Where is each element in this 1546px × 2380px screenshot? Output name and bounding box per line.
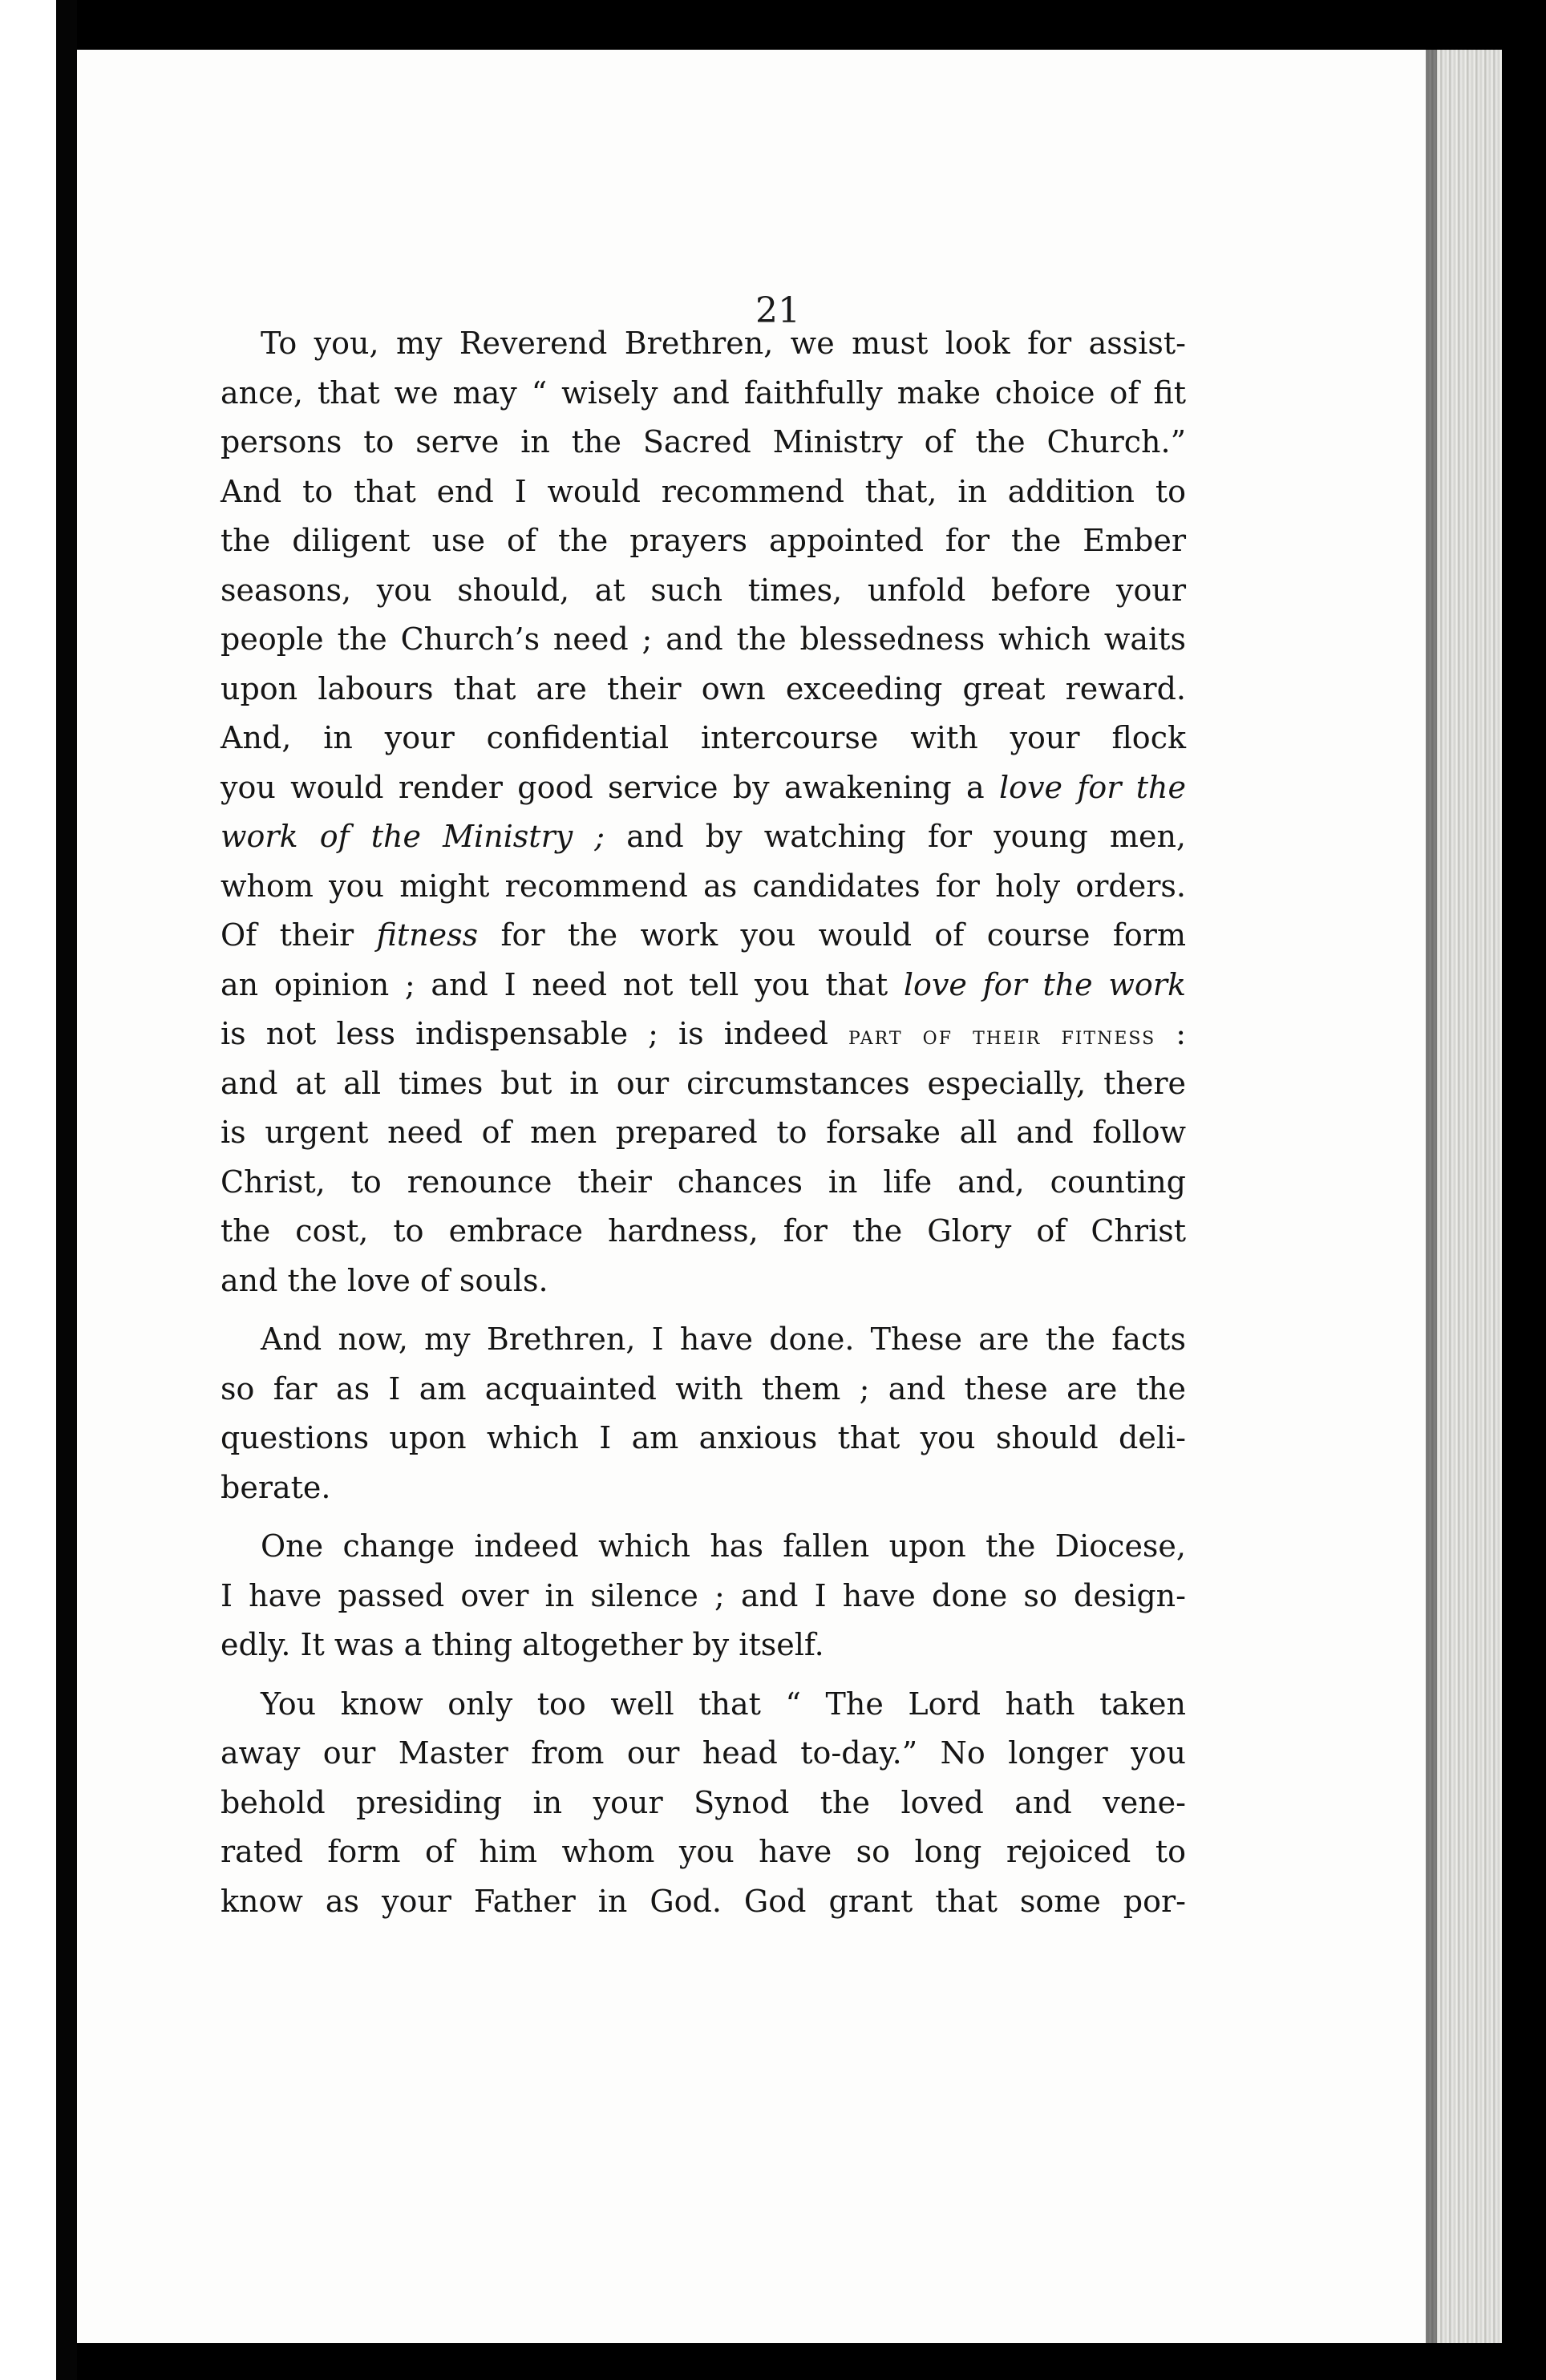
text-line: know as your Father in God. God grant that some por- — [221, 1883, 1186, 1919]
text-line: upon labours that are their own exceeding great reward. — [221, 670, 1186, 706]
text-line: the cost, to embrace hardness, for the Glory of Christ — [221, 1213, 1186, 1249]
text-line: I have passed over in silence ; and I have done so design- — [221, 1577, 1186, 1613]
text-line: And, in your confidential intercourse with your flock — [221, 720, 1186, 755]
italic-text: fitness — [376, 917, 479, 953]
text-line: One change indeed which has fallen upon the Diocese, — [261, 1528, 1186, 1564]
text-line: Of their fitness for the work you would of course form — [221, 917, 1186, 953]
text-line: And to that end I would recommend that, in addition to — [221, 473, 1186, 509]
text-line: behold presiding in your Synod the loved and vene- — [221, 1784, 1186, 1820]
italic-text: love for the — [999, 769, 1186, 805]
text-line: berate. — [221, 1469, 331, 1505]
page-edge-stack — [1426, 50, 1502, 2343]
text-line: persons to serve in the Sacred Ministry of the Church.” — [221, 424, 1186, 459]
page-number: 21 — [755, 290, 800, 331]
paragraph — [221, 1680, 1186, 1927]
text-line: is not less indispensable ; is indeed part of their fitness : — [221, 1016, 1186, 1051]
text-line: whom you might recommend as candidates for holy orders. — [221, 868, 1186, 904]
text-line: and at all times but in our circumstances especially, there — [221, 1065, 1186, 1101]
left-binding-shadow — [56, 0, 77, 2380]
text-line: you would render good service by awakening a love for the — [221, 769, 1186, 805]
paragraph — [221, 319, 1186, 1305]
text-line: And now, my Brethren, I have done. These are the facts — [261, 1322, 1186, 1357]
paragraph — [221, 1522, 1186, 1670]
text-line: Christ, to renounce their chances in life and, counting — [221, 1164, 1186, 1200]
text-line: the diligent use of the prayers appointed for the Ember — [221, 523, 1186, 558]
right-scan-border — [1502, 0, 1546, 2380]
text-line: To you, my Reverend Brethren, we must look for assist- — [261, 326, 1186, 361]
text-line: rated form of him whom you have so long rejoiced to — [221, 1834, 1186, 1869]
text-line: an opinion ; and I need not tell you that love for the work — [221, 966, 1186, 1002]
italic-text: work of the Ministry ; — [221, 819, 605, 854]
text-line: seasons, you should, at such times, unfold before your — [221, 572, 1186, 608]
paragraph — [221, 1315, 1186, 1512]
text-line: questions upon which I am anxious that you should deli- — [221, 1420, 1186, 1455]
text-line: so far as I am acquainted with them ; and these are the — [221, 1370, 1186, 1407]
italic-text: love for the work — [903, 966, 1186, 1002]
text-line: away our Master from our head to-day.” No longer you — [221, 1735, 1186, 1771]
text-line: You know only too well that “ The Lord hath taken — [261, 1686, 1186, 1722]
body-text — [221, 319, 1186, 1936]
text-line: people the Church’s need ; and the blessedness which waits — [221, 621, 1186, 657]
text-line: work of the Ministry ; and by watching for young men, — [221, 819, 1187, 854]
small-caps-text: part of their fitness — [848, 1020, 1156, 1050]
text-line: is urgent need of men prepared to forsake all and follow — [221, 1115, 1186, 1150]
left-scan-margin — [0, 0, 56, 2380]
text-line: ance, that we may “ wisely and faithfully make choice of fit — [221, 374, 1186, 411]
text-line: edly. It was a thing altogether by itself. — [221, 1627, 824, 1662]
text-line: and the love of souls. — [221, 1262, 548, 1298]
